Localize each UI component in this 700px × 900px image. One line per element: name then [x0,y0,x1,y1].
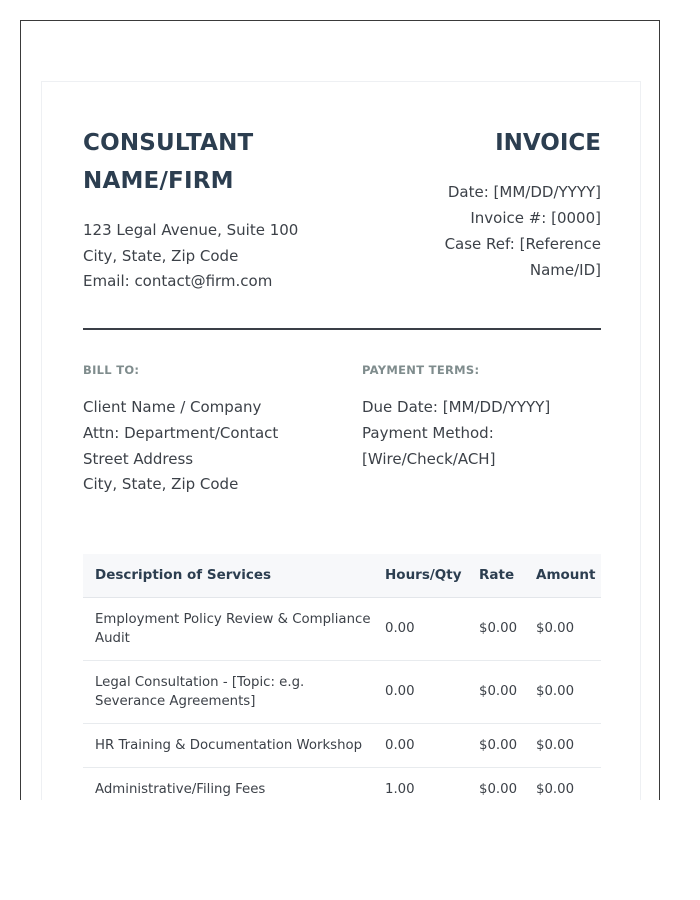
cell-rate: $0.00 [467,597,524,660]
table-row [83,723,601,767]
table-header-row [83,554,601,597]
cell-description: Employment Policy Review & Compliance Audit [83,597,373,660]
invoice-title: INVOICE [495,130,601,156]
header-description: Description of Services [83,554,373,597]
bill-to-line: Street Address [83,449,194,468]
cell-description: Administrative/Filing Fees [83,767,373,800]
cell-amount: $0.00 [524,723,601,767]
cell-amount: $0.00 [524,597,601,660]
cell-hours-qty: 0.00 [373,723,467,767]
payment-terms-section [362,363,602,472]
invoice-case-ref-line1: Case Ref: [Reference [444,235,601,253]
cell-hours-qty: 0.00 [373,660,467,723]
header-amount: Amount [524,554,601,597]
table-row [83,660,601,723]
consultant-address-line2: City, State, Zip Code [83,246,239,265]
payment-terms-line: Due Date: [MM/DD/YYYY] [362,398,551,416]
consultant-address [83,218,383,295]
invoice-document [41,81,641,800]
services-table-wrapper [83,554,601,800]
payment-terms-body [362,395,602,472]
cell-description: HR Training & Documentation Workshop [83,723,373,767]
payment-terms-line: [Wire/Check/ACH] [362,449,496,468]
services-table [83,554,601,800]
invoice-header [83,124,601,330]
payment-terms-label: PAYMENT TERMS: [362,363,480,377]
consultant-name-line2: NAME/FIRM [83,168,234,194]
page-frame [20,20,660,800]
cell-rate: $0.00 [467,723,524,767]
bill-to-body [83,395,343,498]
payment-terms-line: Payment Method: [362,423,494,442]
cell-amount: $0.00 [524,660,601,723]
bill-to-line: Client Name / Company [83,398,262,416]
cell-description: Legal Consultation - [Topic: e.g. Severance Agreements] [83,660,373,723]
bill-to-label: BILL TO: [83,363,140,377]
invoice-date: Date: [MM/DD/YYYY] [447,183,601,201]
consultant-name-line1: CONSULTANT [83,130,254,156]
invoice-case-ref-line2: Name/ID] [529,261,601,279]
bill-to-section [83,363,343,498]
cell-hours-qty: 1.00 [373,767,467,800]
table-row [83,767,601,800]
cell-rate: $0.00 [467,660,524,723]
invoice-number: Invoice #: [0000] [470,209,601,227]
cell-rate: $0.00 [467,767,524,800]
table-row [83,597,601,660]
bill-to-line: Attn: Department/Contact [83,423,279,442]
invoice-meta [421,179,601,283]
header-hours-qty: Hours/Qty [373,554,467,597]
consultant-email: Email: contact@firm.com [83,272,273,290]
header-rate: Rate [467,554,524,597]
cell-hours-qty: 0.00 [373,597,467,660]
cell-amount: $0.00 [524,767,601,800]
consultant-address-line1: 123 Legal Avenue, Suite 100 [83,221,299,239]
bill-to-line: City, State, Zip Code [83,475,239,494]
consultant-name [83,124,363,200]
